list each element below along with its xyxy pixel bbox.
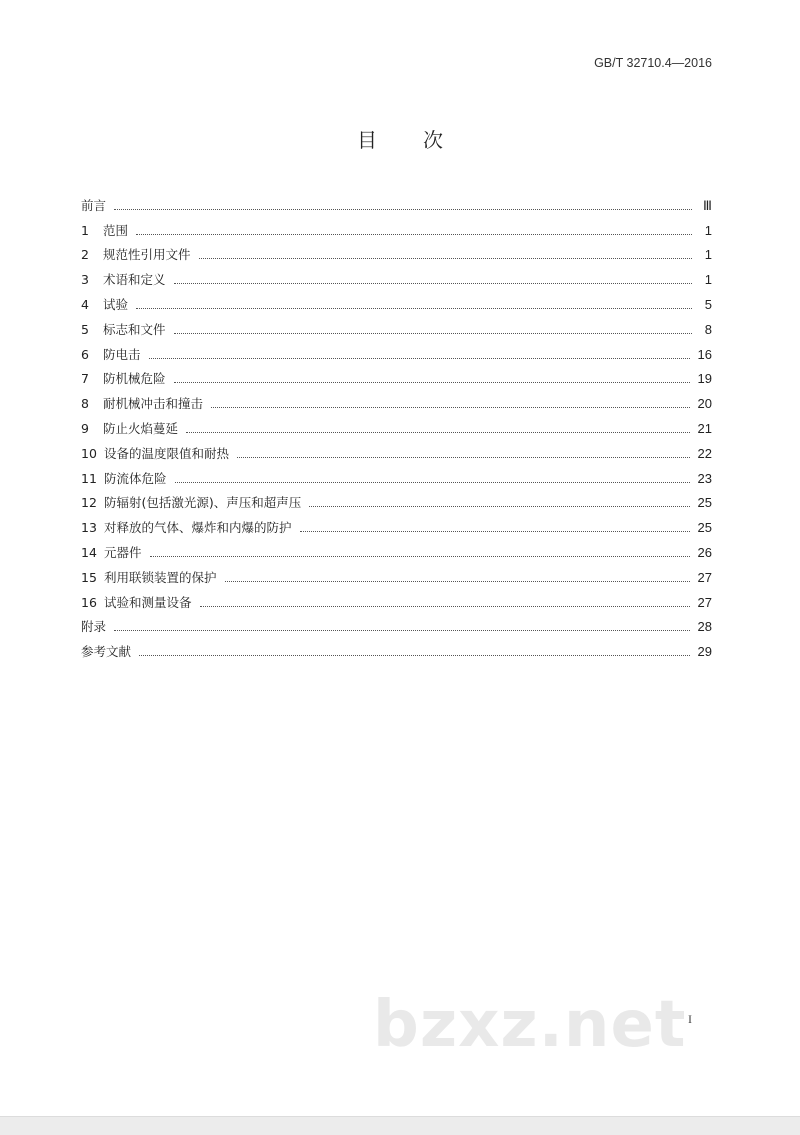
toc-entry-label: 防机械危险 [103, 371, 166, 387]
toc-entry-page: 27 [697, 594, 712, 610]
toc-dot-leader [136, 234, 692, 235]
toc-entry-number: 7 [81, 371, 89, 387]
toc-entry[interactable] [81, 338, 712, 363]
toc-entry-label: 术语和定义 [103, 272, 166, 288]
toc-entry[interactable] [81, 611, 712, 636]
toc-entry[interactable] [81, 412, 712, 437]
toc-entry[interactable] [81, 214, 712, 239]
toc-entry-number: 1 [81, 222, 89, 238]
toc-entry[interactable] [81, 387, 712, 412]
toc-entry-number: 15 [81, 569, 97, 585]
toc-dot-leader [149, 358, 690, 359]
toc-entry-number: 8 [81, 396, 89, 412]
toc-entry-page: 1 [704, 272, 712, 288]
toc-entry[interactable] [81, 511, 712, 536]
toc-entry-number: 3 [81, 272, 89, 288]
toc-entry[interactable] [81, 363, 712, 388]
toc-entry-page: 1 [704, 247, 712, 263]
toc-entry-page: 20 [697, 396, 712, 412]
toc-dot-leader [211, 407, 690, 408]
toc-entry[interactable] [81, 437, 712, 462]
toc-entry-label: 利用联锁装置的保护 [104, 569, 217, 585]
toc-entry-number: 11 [81, 470, 97, 486]
toc-entry-page: 25 [697, 520, 712, 536]
toc-entry-label: 元器件 [104, 544, 142, 560]
toc-dot-leader [139, 655, 690, 656]
toc-entry-number: 14 [81, 544, 97, 560]
toc-entry[interactable] [81, 635, 712, 660]
standard-code: GB/T 32710.4—2016 [594, 56, 712, 70]
toc-dot-leader [136, 308, 692, 309]
toc-entry-page: 23 [697, 470, 712, 486]
toc-entry-label: 前言 [81, 197, 107, 213]
toc-entry-number: 6 [81, 346, 89, 362]
toc-entry-label: 防流体危险 [104, 470, 167, 486]
toc-dot-leader [174, 283, 692, 284]
toc-entry-number: 2 [81, 247, 89, 263]
toc-entry[interactable] [81, 288, 712, 313]
toc-entry[interactable] [81, 313, 712, 338]
watermark: bzxz.net [373, 988, 687, 1062]
toc-entry-page: 22 [697, 445, 712, 461]
toc-entry-page: 25 [697, 495, 712, 511]
toc-entry-page: 1 [704, 222, 712, 238]
toc-entry-number: 10 [81, 445, 97, 461]
toc-entry-label: 范围 [103, 222, 129, 238]
toc-entry-label: 防止火焰蔓延 [103, 420, 179, 436]
toc-entry[interactable] [81, 561, 712, 586]
toc-entry-number: 16 [81, 594, 97, 610]
toc-entry-page: 19 [697, 371, 712, 387]
toc-entry-page: Ⅲ [703, 197, 712, 213]
toc-entry-number: 13 [81, 520, 97, 536]
toc-entry-page: 16 [697, 346, 712, 362]
toc-dot-leader [174, 382, 690, 383]
toc-entry-label: 对释放的气体、爆炸和内爆的防护 [104, 520, 292, 536]
toc-entry[interactable] [81, 462, 712, 487]
toc-dot-leader [186, 432, 690, 433]
toc-dot-leader [175, 482, 690, 483]
toc-entry-label: 防电击 [103, 346, 141, 362]
toc-dot-leader [237, 457, 690, 458]
toc-dot-leader [114, 630, 690, 631]
toc-dot-leader [114, 209, 692, 210]
toc-entry-label: 参考文献 [81, 644, 132, 660]
toc-entry-page: 21 [697, 420, 712, 436]
toc-entry-number: 4 [81, 296, 89, 312]
toc-title: 目次 [357, 128, 489, 152]
toc-entry[interactable] [81, 536, 712, 561]
toc-entry[interactable] [81, 239, 712, 264]
page-number: I [688, 1012, 692, 1026]
toc-entry[interactable] [81, 189, 712, 214]
toc-dot-leader [309, 506, 689, 507]
toc-entry-label: 试验 [103, 296, 129, 312]
toc-entry-label: 试验和测量设备 [104, 594, 192, 610]
toc-dot-leader [199, 258, 692, 259]
toc-entry-label: 附录 [81, 619, 107, 635]
toc-entry-number: 12 [81, 495, 97, 511]
toc-entry-label: 规范性引用文件 [103, 247, 191, 263]
toc-entry-page: 28 [697, 619, 712, 635]
toc-entry-label: 耐机械冲击和撞击 [103, 396, 204, 412]
toc-dot-leader [300, 531, 690, 532]
toc-entry-label: 设备的温度限值和耐热 [104, 445, 230, 461]
toc-dot-leader [200, 606, 690, 607]
toc-entry[interactable] [81, 263, 712, 288]
toc-entry-label: 防辐射(包括激光源)、声压和超声压 [104, 495, 302, 511]
toc-entry[interactable] [81, 487, 712, 512]
toc-entry-number: 9 [81, 420, 89, 436]
toc-entry-number: 5 [81, 321, 89, 337]
toc-entry-page: 5 [704, 296, 712, 312]
toc-dot-leader [225, 581, 690, 582]
table-of-contents [81, 189, 712, 660]
toc-dot-leader [150, 556, 690, 557]
toc-entry-page: 8 [704, 321, 712, 337]
toc-entry-page: 29 [697, 644, 712, 660]
toc-entry-page: 27 [697, 569, 712, 585]
viewer-bottom-bar [0, 1116, 800, 1135]
toc-entry-page: 26 [697, 544, 712, 560]
toc-dot-leader [174, 333, 692, 334]
toc-entry[interactable] [81, 586, 712, 611]
toc-entry-label: 标志和文件 [103, 321, 166, 337]
